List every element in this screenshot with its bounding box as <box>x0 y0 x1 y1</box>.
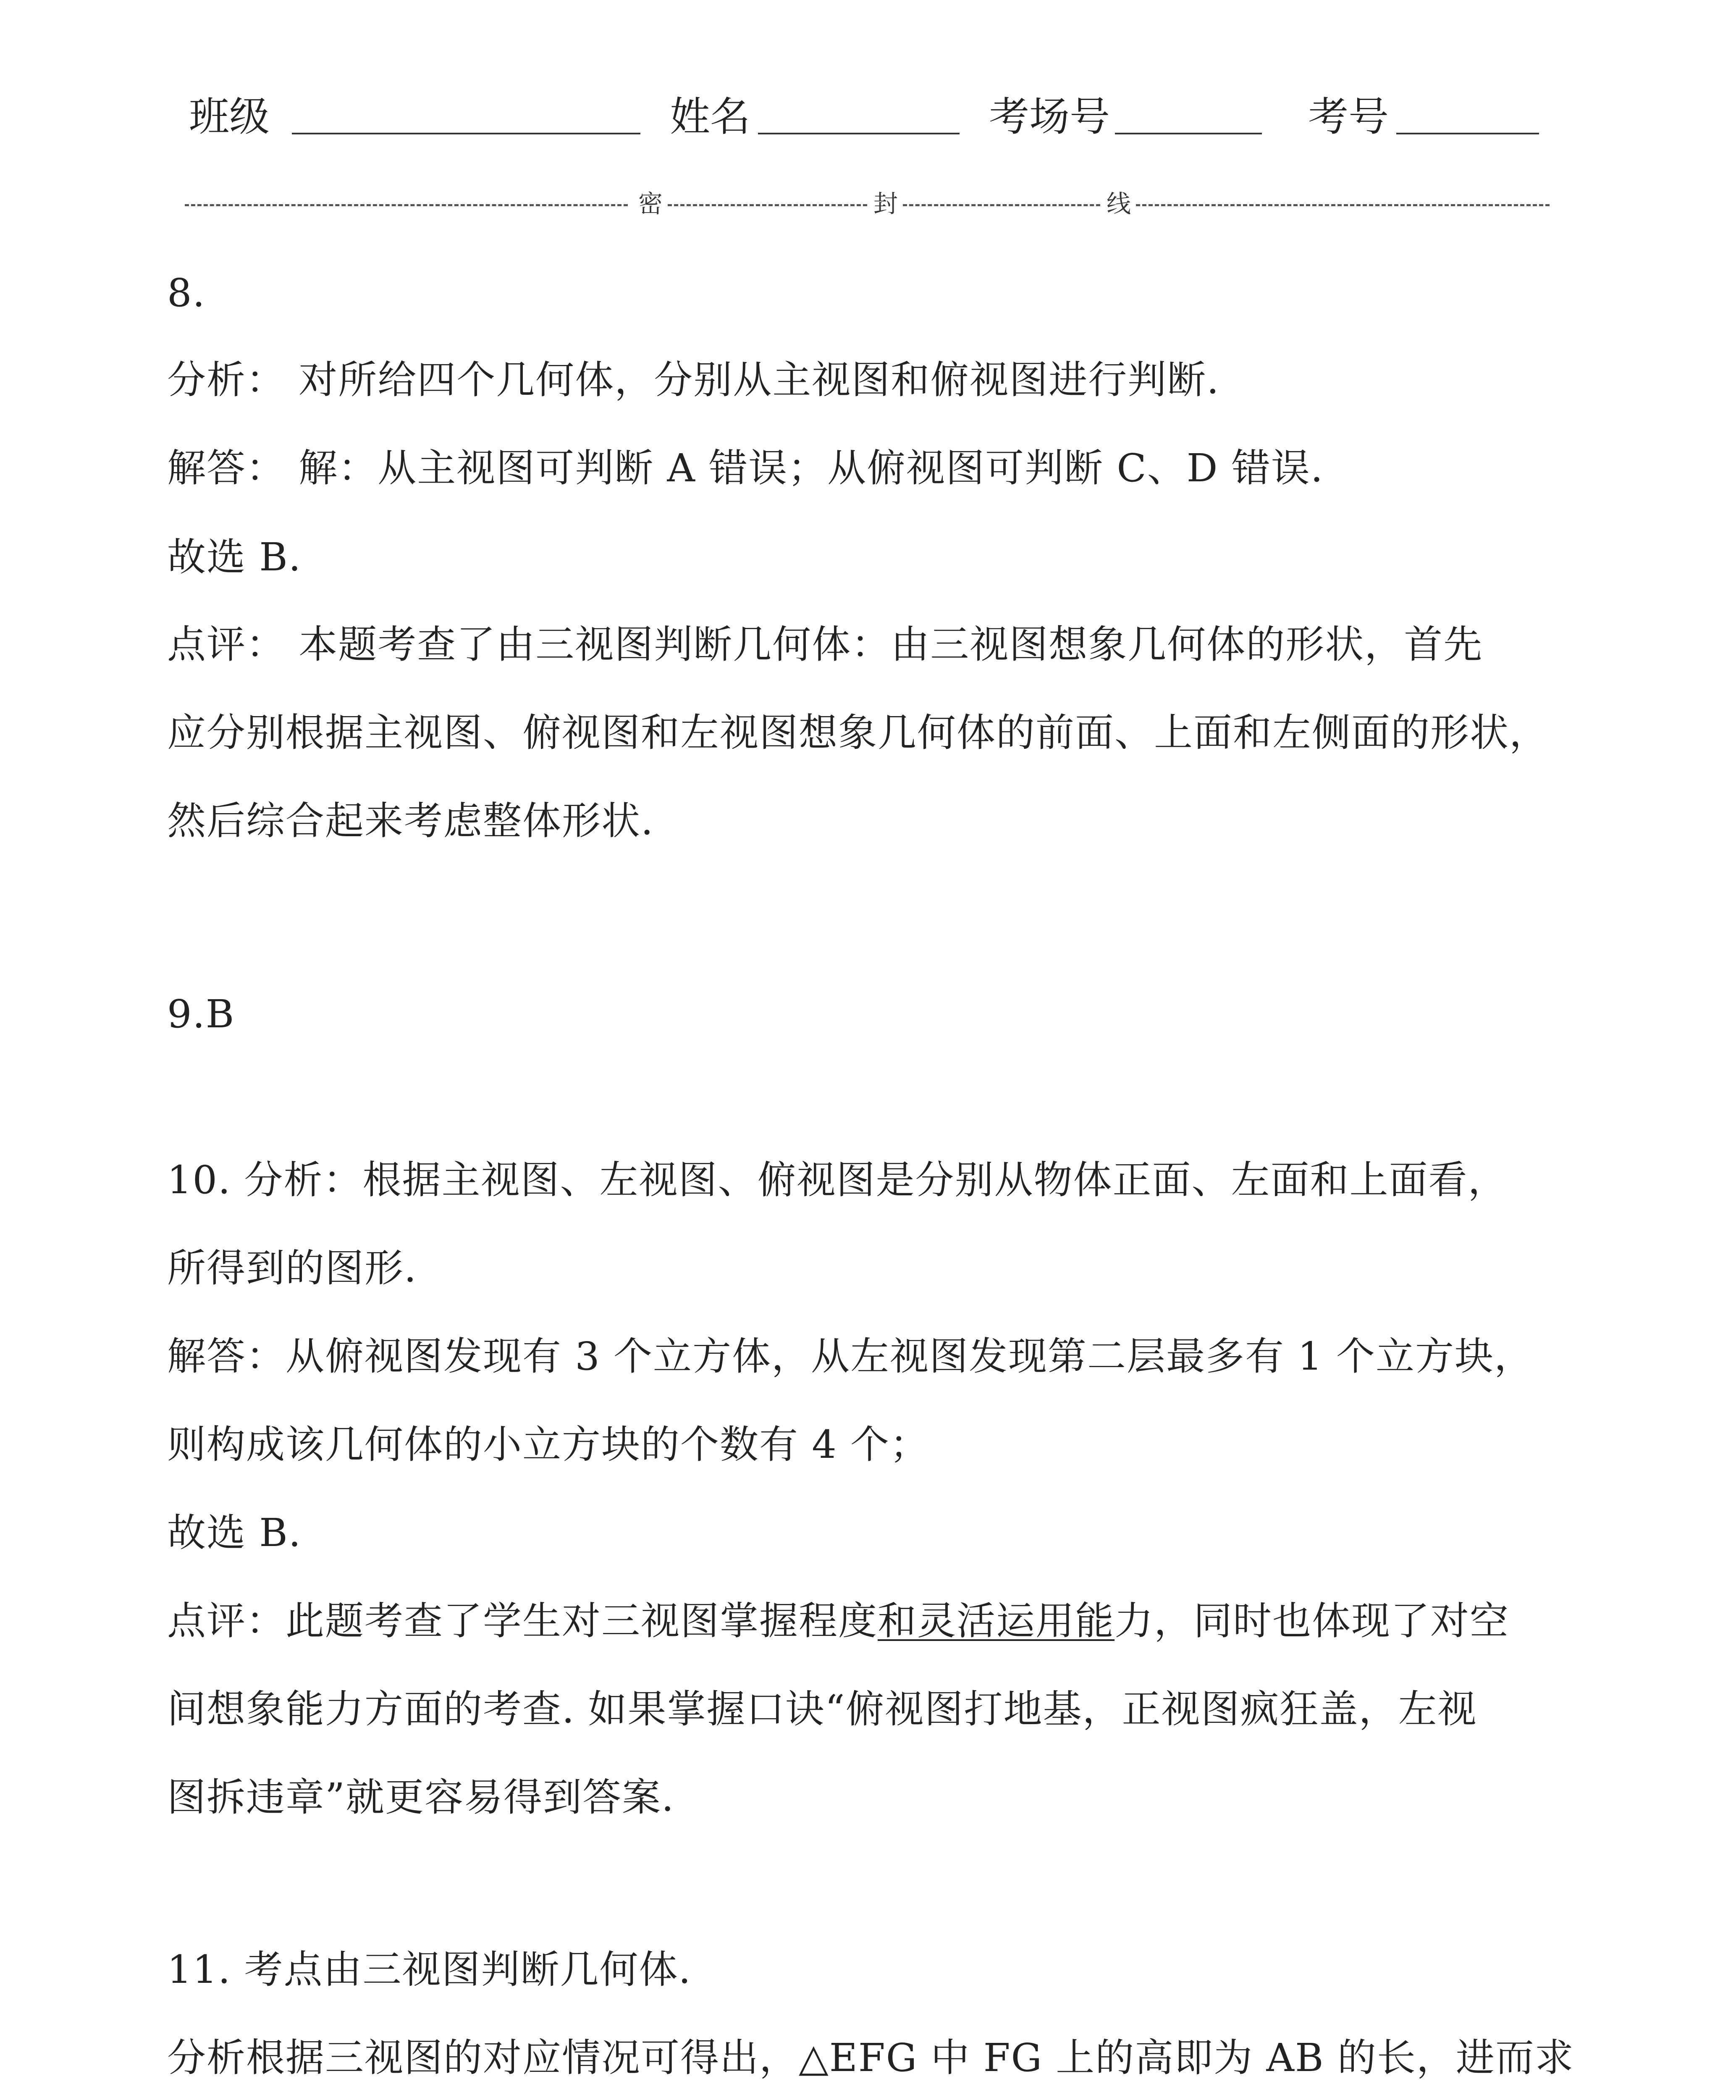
name-label: 姓名 <box>670 93 750 140</box>
q10-comment-line-2: 间想象能力方面的考查. 如果掌握口诀“俯视图打地基，正视图疯狂盖，左视 <box>167 1687 1477 1732</box>
q10-comment-underlined: 和灵活运用能 <box>878 1599 1115 1643</box>
seal-dash <box>903 204 1100 206</box>
class-label: 班级 <box>189 93 270 140</box>
q10-answer-line-1: 解答：从俯视图发现有 3 个立方体，从左视图发现第二层最多有 1 个立方块， <box>167 1334 1534 1379</box>
q8-analysis: 分析： 对所给四个几何体，分别从主视图和俯视图进行判断. <box>167 357 1220 402</box>
seal-char-feng: 封 <box>873 189 898 218</box>
number-blank <box>1396 133 1539 134</box>
q8-choice: 故选 B. <box>167 535 302 580</box>
seal-dash <box>185 204 628 206</box>
name-blank <box>758 133 960 134</box>
seal-line <box>185 185 1550 223</box>
room-blank <box>1115 133 1262 134</box>
q8-comment-line-3: 然后综合起来考虑整体形状. <box>167 798 654 843</box>
room-label: 考场号 <box>989 93 1110 140</box>
q10-comment-line-1 <box>167 1594 1509 1648</box>
q8-answer: 解答： 解：从主视图可判断 A 错误；从俯视图可判断 C、D 错误. <box>167 446 1324 491</box>
number-label: 考号 <box>1308 93 1389 140</box>
q10-comment-part-c: 力，同时也体现了对空 <box>1115 1599 1510 1643</box>
q10-comment-part-a: 点评：此题考查了学生对三视图掌握程度 <box>167 1599 878 1643</box>
q10-choice: 故选 B. <box>167 1510 302 1555</box>
q8-number: 8. <box>167 270 206 315</box>
q11-title: 11. 考点由三视图判断几何体. <box>167 1947 692 1992</box>
q10-analysis-line-2: 所得到的图形. <box>167 1246 417 1291</box>
seal-char-mi: 密 <box>638 189 663 218</box>
q11-analysis-line-1: 分析根据三视图的对应情况可得出，△EFG 中 FG 上的高即为 AB 的长，进而求 <box>167 2035 1574 2080</box>
q10-comment-line-3: 图拆违章”就更容易得到答案. <box>167 1775 675 1820</box>
seal-char-xian: 线 <box>1107 189 1131 218</box>
q9-answer: 9.B <box>167 992 235 1037</box>
seal-dash <box>1136 204 1550 206</box>
seal-dash <box>668 204 867 206</box>
q8-comment-line-1: 点评： 本题考查了由三视图判断几何体：由三视图想象几何体的形状，首先 <box>167 622 1483 667</box>
q10-answer-line-2: 则构成该几何体的小立方块的个数有 4 个； <box>167 1422 930 1467</box>
class-blank <box>292 133 640 134</box>
q10-analysis-line-1: 10. 分析：根据主视图、左视图、俯视图是分别从物体正面、左面和上面看， <box>167 1158 1508 1202</box>
exam-header <box>189 83 1550 150</box>
q8-comment-line-2: 应分别根据主视图、俯视图和左视图想象几何体的前面、上面和左侧面的形状， <box>167 710 1549 755</box>
